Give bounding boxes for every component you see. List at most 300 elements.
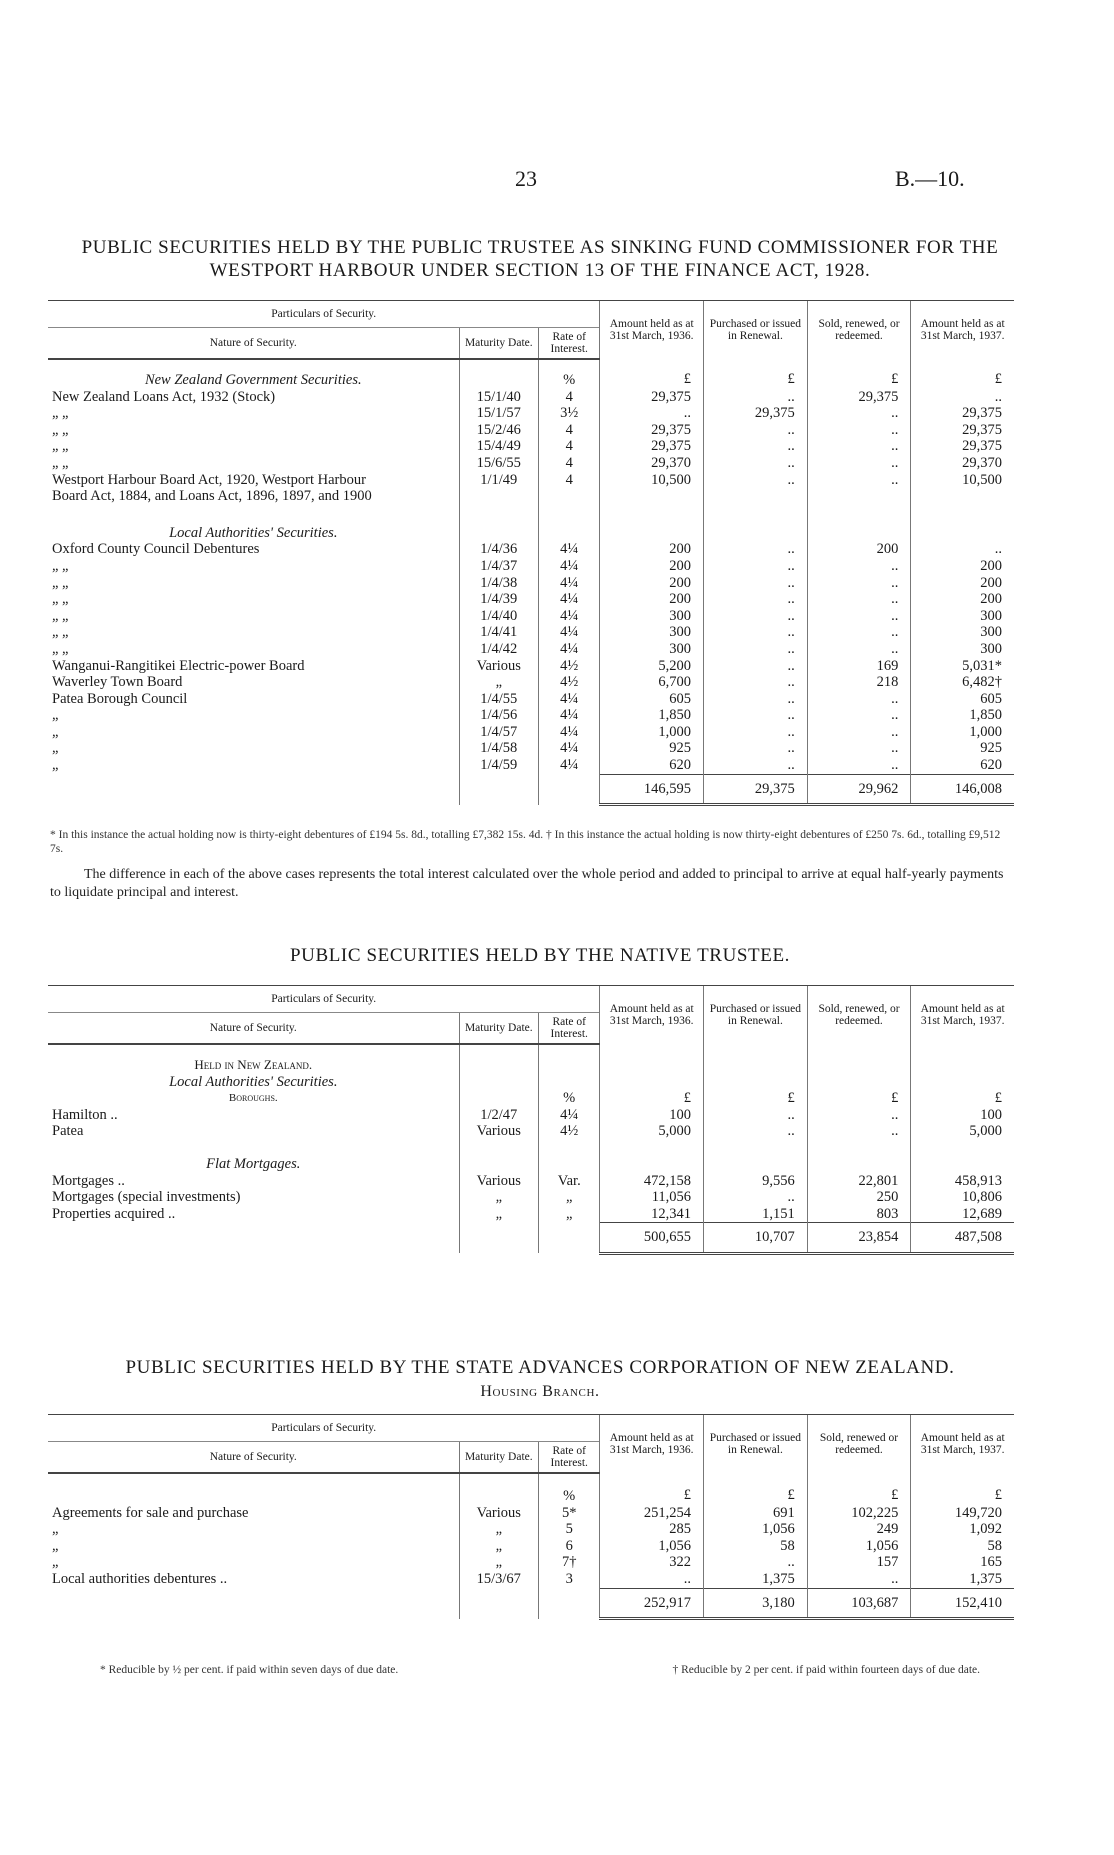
purchased: .. [704,455,808,472]
westport-body [48,359,1014,805]
security-name: „ „ [52,624,69,641]
section-heading-row [48,1140,1014,1173]
maturity-header: Maturity Date. [459,1442,538,1474]
interest-rate: 4¼ [539,757,600,774]
purchased: .. [704,740,808,757]
pound-unit: £ [807,359,911,389]
sold: .. [807,1571,911,1588]
total-held-1937: 146,008 [911,774,1014,805]
maturity-date: „ [459,1554,538,1571]
held-1937: 605 [911,691,1014,708]
maturity-date: 1/4/40 [459,608,538,625]
sold: .. [807,641,911,658]
security-name: „ „ [52,438,69,455]
held-1937: 300 [911,608,1014,625]
table-row [48,608,1014,625]
sold: .. [807,624,911,641]
security-name: „ [52,1537,59,1554]
section-heading-row [48,505,1014,542]
maturity-date: 1/4/58 [459,740,538,757]
held-1936: 11,056 [600,1189,704,1206]
interest-rate: 4¼ [539,691,600,708]
security-name: Wanganui-Rangitikei Electric-power Board [52,657,305,674]
held-1936: 29,375 [600,422,704,439]
held-1937-header: Amount held as at 31st March, 1937. [911,1415,1014,1474]
purchased-header: Purchased or issued in Renewal. [704,301,808,360]
held-1936: 1,056 [600,1538,704,1555]
pound-unit: £ [704,359,808,389]
total-sold: 103,687 [807,1588,911,1619]
interest-rate: 4 [539,472,600,505]
maturity-date: 1/4/38 [459,575,538,592]
held-1937: 29,375 [911,405,1014,422]
security-name: „ „ [52,405,69,422]
security-name: „ „ [52,607,69,624]
maturity-date: „ [459,1521,538,1538]
table-row [48,691,1014,708]
purchased: .. [704,1107,808,1124]
maturity-date: Various [459,1505,538,1522]
sold: .. [807,608,911,625]
security-name: Local authorities debentures .. [52,1570,228,1587]
westport-paragraph: The difference in each of the above cases represents the total interest calculated over the whole period and added to principal to arrive at equal half-yearly payments to liquidate principal and interest. [50,867,1004,900]
held-1936: 300 [600,624,704,641]
table-row [48,422,1014,439]
purchased: .. [704,438,808,455]
held-1937: 1,850 [911,707,1014,724]
purchased: 58 [704,1538,808,1555]
held-1936-header: Amount held as at 31st March, 1936. [600,301,704,360]
sold: .. [807,575,911,592]
security-name: „ „ [52,454,69,471]
held-1937: 200 [911,575,1014,592]
section-heading: Boroughs. [228,1092,278,1105]
held-1937: 29,375 [911,422,1014,439]
table-row [48,1173,1014,1190]
table-row [48,591,1014,608]
held-1937: 200 [911,558,1014,575]
pound-unit: £ [807,1090,911,1107]
security-name: Mortgages (special investments) [52,1189,241,1206]
held-1936: 285 [600,1521,704,1538]
sold: .. [807,757,911,774]
percent-unit: % [539,1473,600,1505]
totals-row [48,774,1014,805]
security-name: „ [52,1521,59,1538]
held-1936: 100 [600,1107,704,1124]
maturity-date: 1/4/59 [459,757,538,774]
table-row [48,1538,1014,1555]
held-1936: 605 [600,691,704,708]
held-1936-header: Amount held as at 31st March, 1936. [600,1415,704,1474]
units-row [48,359,1014,389]
held-1937: 12,689 [911,1206,1014,1223]
nature-header: Nature of Security. [48,328,459,360]
sold: .. [807,472,911,505]
table-row [48,641,1014,658]
native-body [48,1044,1014,1253]
held-1937: 1,092 [911,1521,1014,1538]
sold: 218 [807,674,911,691]
held-1936: 472,158 [600,1173,704,1190]
table-row [48,757,1014,774]
maturity-date: 15/2/46 [459,422,538,439]
table-row [48,575,1014,592]
pound-unit: £ [911,1090,1014,1107]
total-sold: 23,854 [807,1223,911,1254]
sold: 102,225 [807,1505,911,1522]
interest-rate: 4 [539,455,600,472]
percent-unit: % [539,1090,600,1107]
total-held-1937: 152,410 [911,1588,1014,1619]
percent-unit: % [539,359,600,389]
table-row [48,405,1014,422]
native-table [48,985,1014,1255]
interest-rate: 4¼ [539,1107,600,1124]
held-1936: 200 [600,558,704,575]
rate-header: Rate of Interest. [539,328,600,360]
interest-rate: 4¼ [539,624,600,641]
maturity-date: Various [459,1173,538,1190]
security-name: Patea Borough Council [52,690,188,707]
table-row [48,1571,1014,1588]
table-row [48,1206,1014,1223]
maturity-date: 1/1/49 [459,472,538,505]
purchased: .. [704,591,808,608]
westport-footnote: * In this instance the actual holding now is thirty-eight debentures of £194 5s. 8d., totalling £7,382 15s. 4d. † In this instance the actual holding is now thirty-eight debentures of £250 7s. 6d., totalling £9,512 7s. [50,829,1001,855]
maturity-date: Various [459,658,538,675]
security-name: „ „ [52,421,69,438]
held-1936: 1,850 [600,707,704,724]
purchased: 1,151 [704,1206,808,1223]
held-1936: 300 [600,608,704,625]
pound-unit: £ [704,1090,808,1107]
security-name: „ „ [52,591,69,608]
security-name-line-1: Westport Harbour Board Act, 1920, Westport Harbour [52,471,366,488]
held-1936: 5,200 [600,658,704,675]
maturity-date: 1/4/39 [459,591,538,608]
sold: 250 [807,1189,911,1206]
interest-rate: 4½ [539,658,600,675]
held-1936: .. [600,1571,704,1588]
sold: .. [807,1123,911,1140]
security-name: „ [52,740,59,757]
maturity-date: Various [459,1123,538,1140]
security-name: „ [52,723,59,740]
sold: .. [807,422,911,439]
maturity-date: 1/4/57 [459,724,538,741]
held-1936: 251,254 [600,1505,704,1522]
sold: 169 [807,658,911,675]
maturity-date: 1/2/47 [459,1107,538,1124]
total-held-1936: 146,595 [600,774,704,805]
security-name: „ [52,757,59,774]
held-1937: 5,031* [911,658,1014,675]
totals-row [48,1588,1014,1619]
held-1937: 58 [911,1538,1014,1555]
sold: .. [807,591,911,608]
interest-rate: 3½ [539,405,600,422]
sold: 249 [807,1521,911,1538]
table-row [48,724,1014,741]
purchased: .. [704,558,808,575]
total-held-1936: 500,655 [600,1223,704,1254]
interest-rate: 4½ [539,674,600,691]
held-1937: 1,000 [911,724,1014,741]
section-heading: Local Authorities' Securities. [169,524,338,541]
table-row [48,1107,1014,1124]
table-row [48,1554,1014,1571]
maturity-date: 1/4/55 [459,691,538,708]
held-1936: 200 [600,575,704,592]
table-row [48,707,1014,724]
sold-header: Sold, renewed or redeemed. [807,1415,911,1474]
interest-rate: Var. [539,1173,600,1190]
section-heading: Flat Mortgages. [206,1155,301,1172]
held-1937: 5,000 [911,1123,1014,1140]
pound-unit: £ [600,1090,704,1107]
table-row [48,624,1014,641]
sold: .. [807,558,911,575]
units-row [48,1090,1014,1107]
held-1937: 620 [911,757,1014,774]
security-name: Mortgages .. [52,1172,125,1189]
page-number: 23 [515,166,537,191]
interest-rate: 4¼ [539,608,600,625]
security-name-line-2: Board Act, 1884, and Loans Act, 1896, 1897, and 1900 [52,488,372,505]
interest-rate: 4¼ [539,558,600,575]
table-row [48,1521,1014,1538]
sold: 157 [807,1554,911,1571]
footnote-2: † Reducible by 2 per cent. if paid within fourteen days of due date. [672,1664,980,1676]
rate-header: Rate of Interest. [539,1442,600,1474]
maturity-date: 15/1/40 [459,389,538,406]
purchased: 29,375 [704,405,808,422]
purchased: .. [704,707,808,724]
held-1937: 149,720 [911,1505,1014,1522]
pound-unit: £ [911,1473,1014,1505]
security-name: Properties acquired .. [52,1205,176,1222]
section-heading: Held in New Zealand. [194,1057,313,1072]
table-row [48,472,1014,505]
maturity-date: „ [459,1189,538,1206]
maturity-date: 15/6/55 [459,455,538,472]
purchased: .. [704,757,808,774]
interest-rate: „ [539,1206,600,1223]
sold: 803 [807,1206,911,1223]
table-row [48,541,1014,558]
purchased-header: Purchased or issued in Renewal. [704,986,808,1045]
interest-rate: 5 [539,1521,600,1538]
nature-header: Nature of Security. [48,1013,459,1045]
interest-rate: 4¼ [539,724,600,741]
sold: .. [807,691,911,708]
held-1937: 100 [911,1107,1014,1124]
security-name: Oxford County Council Debentures [52,541,260,558]
purchased: .. [704,575,808,592]
maturity-date: 15/4/49 [459,438,538,455]
table-row [48,389,1014,406]
interest-rate: 4¼ [539,641,600,658]
held-1937-header: Amount held as at 31st March, 1937. [911,301,1014,360]
maturity-date: 1/4/41 [459,624,538,641]
totals-row [48,1223,1014,1254]
purchased: .. [704,1554,808,1571]
interest-rate: 4¼ [539,591,600,608]
section-heading-row [48,1044,1014,1074]
purchased: .. [704,608,808,625]
sold-header: Sold, renewed, or redeemed. [807,301,911,360]
security-name: „ „ [52,574,69,591]
section-heading: New Zealand Government Securities. [144,372,362,388]
purchased: 1,056 [704,1521,808,1538]
held-1937: 300 [911,624,1014,641]
pound-unit: £ [600,359,704,389]
table-row [48,658,1014,675]
held-1937: .. [911,389,1014,406]
total-purchased: 10,707 [704,1223,808,1254]
sold: 200 [807,541,911,558]
purchased: .. [704,691,808,708]
sold: .. [807,1107,911,1124]
held-1936: 10,500 [600,472,704,505]
purchased: .. [704,541,808,558]
held-1936: 1,000 [600,724,704,741]
interest-rate: 4 [539,438,600,455]
interest-rate: 4 [539,422,600,439]
maturity-header: Maturity Date. [459,328,538,360]
total-held-1936: 252,917 [600,1588,704,1619]
particulars-header: Particulars of Security. [48,301,600,328]
purchased: .. [704,472,808,505]
held-1936: 200 [600,591,704,608]
westport-table [48,300,1014,806]
nature-header: Nature of Security. [48,1442,459,1474]
held-1936: 29,375 [600,438,704,455]
maturity-date: 15/1/57 [459,405,538,422]
interest-rate: „ [539,1189,600,1206]
security-name: „ [52,1554,59,1571]
purchased: 691 [704,1505,808,1522]
held-1936: .. [600,405,704,422]
pound-unit: £ [704,1473,808,1505]
purchased: .. [704,624,808,641]
interest-rate: 4¼ [539,575,600,592]
purchased: .. [704,1189,808,1206]
table-row [48,455,1014,472]
westport-title: PUBLIC SECURITIES HELD BY THE PUBLIC TRUSTEE AS SINKING FUND COMMISSIONER FOR THE WESTPORT HARBOUR UNDER SECTION 13 OF THE FINANCE ACT, 1928. [81,237,999,281]
interest-rate: 7† [539,1554,600,1571]
purchased: .. [704,389,808,406]
held-1937-header: Amount held as at 31st March, 1937. [911,986,1014,1045]
held-1936: 12,341 [600,1206,704,1223]
held-1937: 6,482† [911,674,1014,691]
footnote-1: * Reducible by ½ per cent. if paid within seven days of due date. [100,1664,399,1676]
native-title: PUBLIC SECURITIES HELD BY THE NATIVE TRUSTEE. [289,945,791,966]
security-name [48,472,459,505]
purchased: 9,556 [704,1173,808,1190]
interest-rate: 3 [539,1571,600,1588]
interest-rate: 4¼ [539,707,600,724]
maturity-date: 1/4/56 [459,707,538,724]
table-row [48,1123,1014,1140]
sold: .. [807,740,911,757]
state-advances-title: PUBLIC SECURITIES HELD BY THE STATE ADVANCES CORPORATION OF NEW ZEALAND. [125,1357,955,1378]
pound-unit: £ [600,1473,704,1505]
state-advances-footnotes [100,1664,980,1676]
held-1936-header: Amount held as at 31st March, 1936. [600,986,704,1045]
security-name: Patea [52,1123,84,1140]
maturity-date: 15/3/67 [459,1571,538,1588]
state-advances-subtitle: Housing Branch. [480,1383,600,1400]
held-1936: 322 [600,1554,704,1571]
held-1936: 6,700 [600,674,704,691]
held-1936: 29,375 [600,389,704,406]
sold-header: Sold, renewed, or redeemed. [807,986,911,1045]
purchased: .. [704,674,808,691]
sold: .. [807,707,911,724]
particulars-header: Particulars of Security. [48,1415,600,1442]
purchased: .. [704,641,808,658]
maturity-date: 1/4/42 [459,641,538,658]
purchased-header: Purchased or issued in Renewal. [704,1415,808,1474]
section-heading-row [48,1074,1014,1091]
security-name: „ [52,707,59,724]
table-row [48,740,1014,757]
interest-rate: 4¼ [539,740,600,757]
total-purchased: 3,180 [704,1588,808,1619]
maturity-date: „ [459,1206,538,1223]
security-name: Waverley Town Board [52,674,183,691]
state-advances-body [48,1473,1014,1619]
security-name: New Zealand Loans Act, 1932 (Stock) [52,388,276,405]
sold: .. [807,405,911,422]
rate-header: Rate of Interest. [539,1013,600,1045]
held-1936: 5,000 [600,1123,704,1140]
total-sold: 29,962 [807,774,911,805]
held-1936: 925 [600,740,704,757]
section-heading: Local Authorities' Securities. [169,1073,338,1090]
held-1936: 29,370 [600,455,704,472]
interest-rate: 5* [539,1505,600,1522]
document-code: B.—10. [895,166,965,191]
purchased: .. [704,724,808,741]
sold: .. [807,455,911,472]
held-1936: 300 [600,641,704,658]
held-1937: 29,370 [911,455,1014,472]
held-1937: .. [911,541,1014,558]
held-1937: 29,375 [911,438,1014,455]
maturity-date: „ [459,1538,538,1555]
table-row [48,674,1014,691]
pound-unit: £ [911,359,1014,389]
held-1936: 620 [600,757,704,774]
security-name: „ „ [52,640,69,657]
purchased: .. [704,422,808,439]
held-1936: 200 [600,541,704,558]
table-row [48,1505,1014,1522]
particulars-header: Particulars of Security. [48,986,600,1013]
maturity-header: Maturity Date. [459,1013,538,1045]
security-name: „ „ [52,557,69,574]
held-1937: 10,806 [911,1189,1014,1206]
pound-unit: £ [807,1473,911,1505]
state-advances-table [48,1414,1014,1620]
table-row [48,438,1014,455]
table-row [48,1189,1014,1206]
interest-rate: 4½ [539,1123,600,1140]
held-1937: 300 [911,641,1014,658]
